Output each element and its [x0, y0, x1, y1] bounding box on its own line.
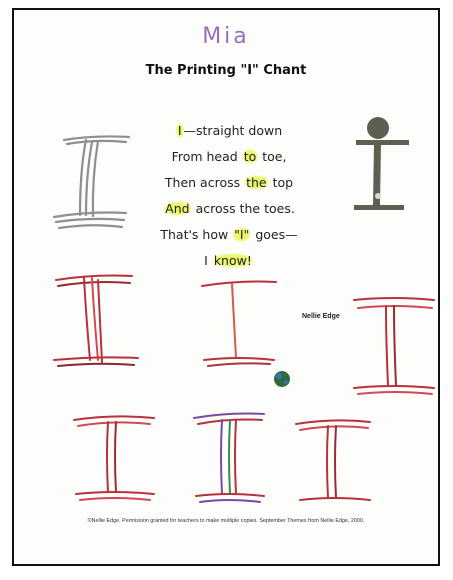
- child-letter-i-2: [202, 282, 276, 367]
- highlighted-word: I: [177, 123, 182, 138]
- highlighted-word: the: [246, 175, 267, 190]
- student-name: Mia: [202, 24, 250, 49]
- highlighted-word: know!: [213, 253, 252, 268]
- silhouette-letter-i: [354, 117, 409, 210]
- poem-text: Then across: [164, 175, 245, 190]
- poem-text: top: [268, 175, 294, 190]
- child-letter-i-3: [354, 298, 434, 394]
- child-letter-i-1: [54, 276, 138, 367]
- poem-text: —straight down: [183, 123, 283, 138]
- poem-text: across the toes.: [191, 201, 295, 216]
- author-credit: Nellie Edge: [302, 313, 340, 320]
- poem-text: From head: [171, 149, 242, 164]
- poem-text: That's how: [160, 227, 233, 242]
- poem-text: goes—: [251, 227, 298, 242]
- worksheet-page: [12, 8, 440, 566]
- highlighted-word: "I": [234, 227, 250, 242]
- copyright-footer: ©Nellie Edge. Permission granted for teachers to make multiple copies. September Themes from Nellie Edge, 2000.: [87, 518, 365, 524]
- highlighted-word: to: [243, 149, 257, 164]
- poem-text: toe,: [258, 149, 287, 164]
- globe-sticker: [274, 371, 290, 387]
- child-letter-i-4: [74, 416, 154, 500]
- poem-text: I: [204, 253, 208, 268]
- child-letter-i-6: [296, 420, 370, 500]
- gray-traced-letter-i: [54, 136, 129, 228]
- worksheet-title: The Printing "I" Chant: [145, 63, 307, 78]
- handwriting-drawings: [14, 10, 442, 568]
- highlighted-word: And: [165, 201, 190, 216]
- child-letter-i-5: [194, 414, 264, 503]
